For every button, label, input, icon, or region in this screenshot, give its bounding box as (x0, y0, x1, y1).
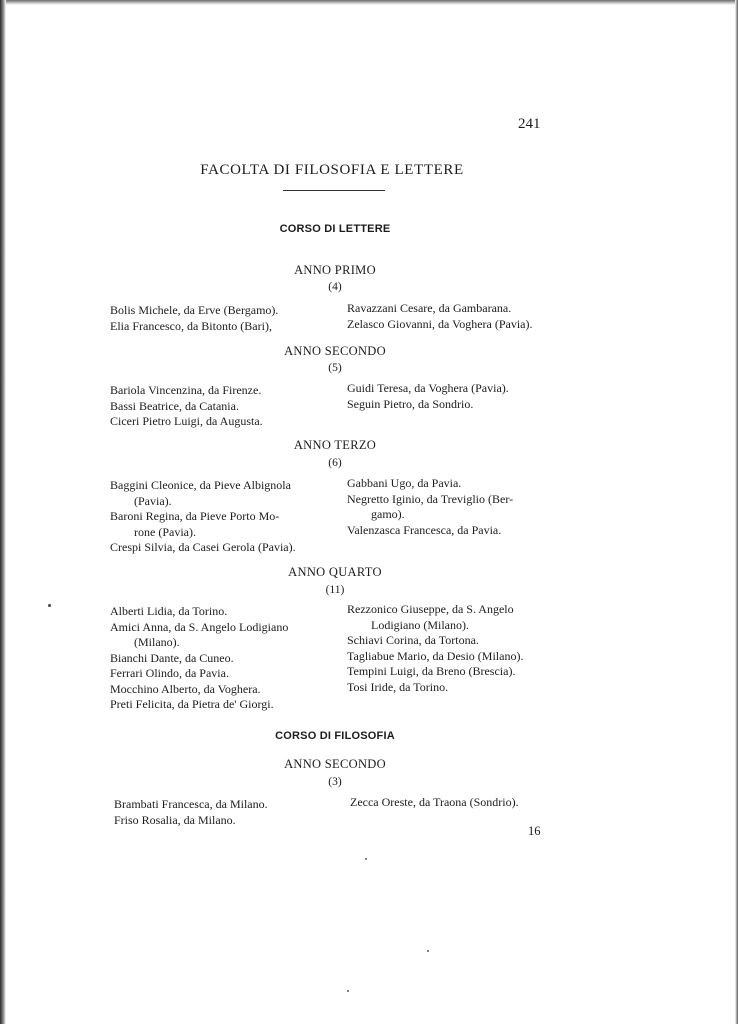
year-count-primo: (4) (328, 281, 342, 293)
student-entry: Alberti Lidia, da Torino. (110, 604, 228, 618)
student-entry: Bolis Michele, da Erve (Bergamo). (110, 303, 279, 317)
student-entry: Elia Francesco, da Bitonto (Bari), (110, 318, 272, 333)
year-title-quarto: ANNO QUARTO (288, 565, 382, 579)
entries-left (110, 383, 263, 430)
entries-right (347, 381, 509, 412)
entries-left (110, 303, 278, 334)
heading-rule (283, 190, 385, 191)
scan-speck (347, 990, 349, 992)
scan-speck (48, 604, 51, 607)
student-entry-continuation: (Milano). (134, 635, 180, 649)
student-entry: Bariola Vincenzina, da Firenze. (110, 383, 262, 397)
page-edge-top (0, 0, 738, 5)
section-title-filosofia: CORSO DI FILOSOFIA (275, 730, 395, 742)
student-entry: Tempini Luigi, da Breno (Brescia). (347, 664, 516, 678)
student-entry-continuation: gamo). (371, 507, 405, 521)
student-entry: Ciceri Pietro Luigi, da Augusta. (110, 414, 263, 428)
page-edge-left (0, 0, 6, 1024)
student-entry: Preti Felicita, da Pietra de' Giorgi. (110, 697, 274, 711)
student-entry: Gabbani Ugo, da Pavia. (347, 476, 462, 490)
student-entry: Valenzasca Francesca, da Pavia. (347, 522, 502, 537)
year-count-secondo: (5) (328, 362, 342, 374)
student-entry-continuation: Lodigiano (Milano). (371, 617, 469, 632)
student-entry: Baggini Cleonice, da Pieve Albignola (110, 478, 291, 492)
entries-right (347, 476, 513, 538)
student-entry-continuation: rone (Pavia). (134, 524, 196, 539)
student-entry: Friso Rosalia, da Milano. (114, 812, 236, 827)
year-title-primo: ANNO PRIMO (294, 263, 376, 277)
student-entry-continuation: (Pavia). (134, 493, 172, 508)
student-entry: Crespi Silvia, da Casei Gerola (Pavia). (110, 540, 296, 554)
entries-right (347, 301, 533, 332)
scan-speck (427, 950, 429, 952)
year-title-secondo: ANNO SECONDO (284, 344, 386, 358)
student-entry: Zecca Oreste, da Traona (Sondrio). (350, 795, 519, 809)
year-count-quarto: (11) (325, 584, 345, 596)
student-entry: Rezzonico Giuseppe, da S. Angelo (347, 602, 514, 616)
entries-left (110, 604, 288, 713)
student-entry: Tagliabue Mario, da Desio (Milano). (347, 648, 524, 663)
scan-speck (365, 858, 367, 860)
student-entry: Guidi Teresa, da Voghera (Pavia). (347, 381, 509, 395)
entries-right (347, 602, 523, 695)
section-title-lettere: CORSO DI LETTERE (279, 223, 391, 235)
student-entry: Seguin Pietro, da Sondrio. (347, 396, 474, 411)
entries-left (110, 478, 296, 556)
student-entry: Baroni Regina, da Pieve Porto Mo- (110, 509, 280, 523)
entries-left (114, 797, 268, 828)
year-title-terzo: ANNO TERZO (293, 438, 377, 452)
year-count-filosofia-secondo: (3) (328, 776, 342, 788)
student-entry: Amici Anna, da S. Angelo Lodigiano (110, 619, 289, 634)
year-title-filosofia-secondo: ANNO SECONDO (284, 757, 386, 771)
page-heading: FACOLTA DI FILOSOFIA E LETTERE (200, 162, 464, 178)
student-entry: Mocchino Alberto, da Voghera. (110, 681, 261, 696)
student-entry: Ravazzani Cesare, da Gambarana. (347, 301, 512, 315)
student-entry: Bianchi Dante, da Cuneo. (110, 650, 234, 665)
page-number: 241 (518, 116, 541, 132)
student-entry: Bassi Beatrice, da Catania. (110, 398, 239, 413)
student-entry: Negretto Iginio, da Treviglio (Ber- (347, 491, 514, 506)
student-entry: Zelasco Giovanni, da Voghera (Pavia). (347, 316, 533, 331)
student-entry: Tosi Iride, da Torino. (347, 679, 449, 694)
signature-mark: 16 (528, 824, 541, 838)
entries-right (350, 795, 519, 811)
year-count-terzo: (6) (328, 457, 342, 469)
student-entry: Ferrari Olindo, da Pavia. (110, 666, 229, 680)
student-entry: Schiavi Corina, da Tortona. (347, 633, 479, 647)
student-entry: Brambati Francesca, da Milano. (114, 797, 268, 811)
